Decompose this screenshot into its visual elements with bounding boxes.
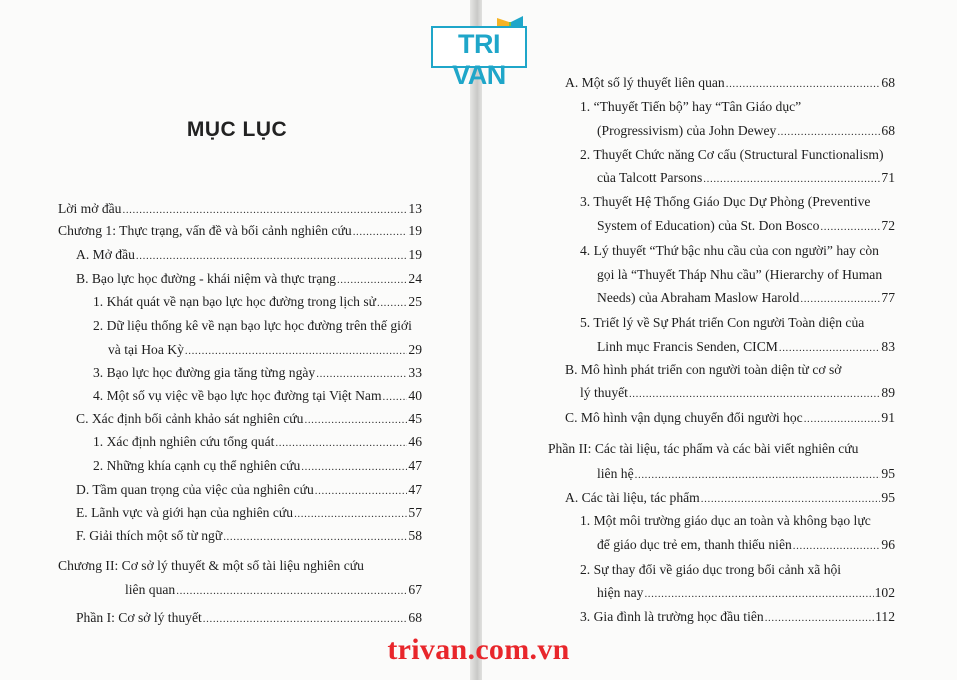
toc-entry: Chương 1: Thực trạng, vấn đề và bối cảnh nghiên cứu ..... 19: [58, 222, 422, 239]
toc-entry: C. Mô hình vận dụng chuyển đổi người học ..... 91: [565, 409, 895, 426]
toc-entry: Lời mở đầu ..... 13: [58, 200, 422, 217]
toc-title: MỤC LỤC: [186, 118, 288, 141]
watermark: trivan.com.vn: [387, 633, 570, 666]
toc-entry: F. Giải thích một số từ ngữ ..... 58: [76, 527, 422, 544]
toc-entry: (Progressivism) của John Dewey ..... 68: [597, 122, 895, 139]
toc-entry-text: gọi là “Thuyết Tháp Nhu cầu” (Hierarchy of Human: [597, 267, 883, 282]
toc-entry: liên hệ ..... 95: [597, 465, 895, 482]
left-page: [0, 0, 474, 680]
toc-entry: 1. Khát quát về nạn bạo lực học đường trong lịch sử ..... 25: [93, 293, 422, 310]
toc-entry-text: 1. Một môi trường giáo dục an toàn và không bạo lực: [580, 513, 871, 528]
toc-entry: Phần I: Cơ sở lý thuyết ..... 68: [76, 609, 422, 626]
toc-entry-text: 2. Thuyết Chức năng Cơ cấu (Structural Functionalism): [580, 147, 884, 162]
trivan-logo: [431, 12, 527, 90]
toc-entry: liên quan ..... 67: [125, 581, 422, 598]
toc-entry: hiện nay ..... 102: [597, 584, 895, 601]
toc-entry: E. Lãnh vực và giới hạn của nghiên cứu ..... 57: [76, 504, 422, 521]
toc-entry-text: 1. “Thuyết Tiến bộ” hay “Tân Giáo dục”: [580, 99, 802, 114]
toc-entry-text: 2. Dữ liệu thống kê về nạn bạo lực học đường trên thế giới: [93, 318, 412, 333]
toc-entry-text: 4. Lý thuyết “Thứ bậc nhu cầu của con người” hay còn: [580, 243, 879, 258]
toc-entry: A. Các tài liệu, tác phẩm ..... 95: [565, 489, 895, 506]
toc-entry-text: 2. Sự thay đổi về giáo dục trong bối cảnh xã hội: [580, 562, 842, 577]
toc-entry-text: 3. Thuyết Hệ Thống Giáo Dục Dự Phòng (Preventive: [580, 194, 871, 209]
toc-entry-text: Phần II: Các tài liệu, tác phẩm và các bài viết nghiên cứu: [548, 441, 859, 456]
toc-entry: 3. Gia đình là trường học đầu tiên ..... 112: [580, 608, 895, 625]
toc-entry: và tại Hoa Kỳ ..... 29: [108, 341, 422, 358]
toc-entry: Needs) của Abraham Maslow Harold ..... 77: [597, 289, 895, 306]
toc-entry-text: 5. Triết lý về Sự Phát triển Con người Toàn diện của: [580, 315, 865, 330]
toc-entry: 3. Bạo lực học đường gia tăng từng ngày ..... 33: [93, 364, 422, 381]
toc-entry: B. Bạo lực học đường - khái niệm và thực trạng ..... 24: [76, 270, 422, 287]
toc-entry: 4. Một số vụ việc về bạo lực học đường tại Việt Nam ..... 40: [93, 387, 422, 404]
toc-entry: D. Tầm quan trọng của việc của nghiên cứu ..... 47: [76, 481, 422, 498]
toc-entry: A. Một số lý thuyết liên quan ..... 68: [565, 74, 895, 91]
toc-entry: của Talcott Parsons ..... 71: [597, 169, 895, 186]
toc-entry-text: Chương II: Cơ sở lý thuyết & một số tài liệu nghiên cứu: [58, 558, 364, 573]
right-page: [482, 0, 957, 680]
toc-entry: 2. Những khía cạnh cụ thể nghiên cứu ..... 47: [93, 457, 422, 474]
toc-entry: System of Education) của St. Don Bosco ..... 72: [597, 217, 895, 234]
toc-entry: C. Xác định bối cảnh khảo sát nghiên cứu ..... 45: [76, 410, 422, 427]
toc-entry: để giáo dục trẻ em, thanh thiếu niên ..... 96: [597, 536, 895, 553]
toc-entry: Linh mục Francis Senden, CICM ..... 83: [597, 338, 895, 355]
toc-entry: lý thuyết ..... 89: [580, 384, 895, 401]
logo-text: TRI VAN: [452, 29, 506, 90]
toc-entry: A. Mở đầu ..... 19: [76, 246, 422, 263]
toc-entry: 1. Xác định nghiên cứu tổng quát ..... 46: [93, 433, 422, 450]
toc-entry-text: B. Mô hình phát triển con người toàn diện từ cơ sở: [565, 362, 842, 377]
